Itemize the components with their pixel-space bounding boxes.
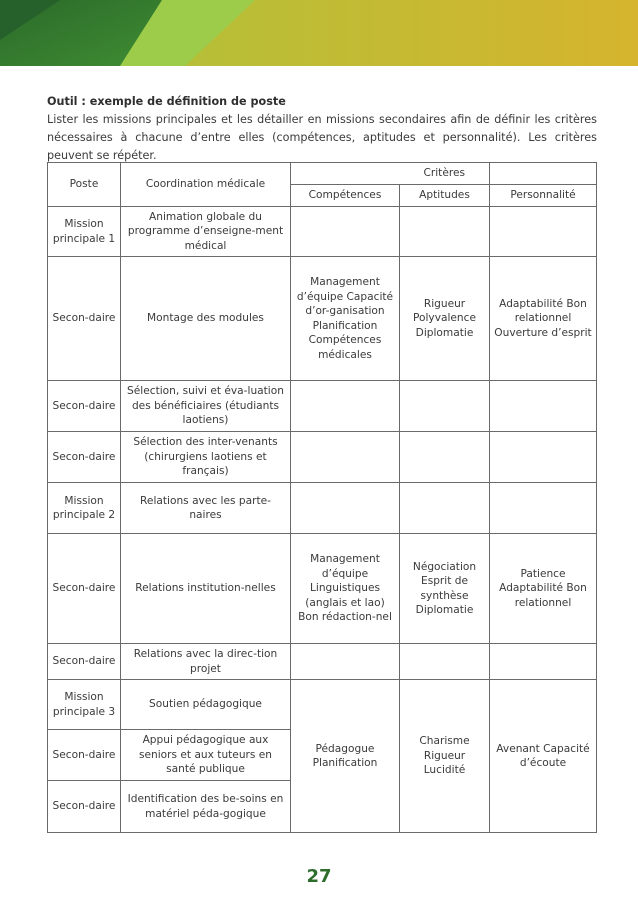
poste-cell: Secon-daire (48, 644, 121, 680)
aptitudes-cell (400, 432, 490, 483)
mission-cell: Relations avec la direc-tion projet (121, 644, 291, 680)
competences-cell: Management d’équipe Capacité d’or-ganisation Planification Compétences médicales (291, 257, 400, 381)
tool-title: Outil : exemple de définition de poste (47, 95, 286, 108)
table-row (48, 483, 597, 534)
header-blank-2 (490, 163, 597, 185)
personnalite-cell (490, 483, 597, 534)
aptitudes-cell: Charisme Rigueur Lucidité (400, 680, 490, 833)
job-definition-table (47, 162, 597, 833)
mission-cell: Sélection des inter-venants (chirurgiens laotiens et français) (121, 432, 291, 483)
poste-cell: Secon-daire (48, 534, 121, 644)
mission-cell: Relations avec les parte-naires (121, 483, 291, 534)
header-row (48, 163, 597, 185)
personnalite-cell (490, 381, 597, 432)
header-coordination: Coordination médicale (121, 163, 291, 207)
competences-cell (291, 207, 400, 257)
header-personnalite: Personnalité (490, 185, 597, 207)
header-aptitudes: Aptitudes (400, 185, 490, 207)
personnalite-cell (490, 207, 597, 257)
mission-cell: Sélection, suivi et éva-luation des bénéficiaires (étudiants laotiens) (121, 381, 291, 432)
poste-cell: Mission principale 3 (48, 680, 121, 730)
poste-cell: Mission principale 1 (48, 207, 121, 257)
header-poste: Poste (48, 163, 121, 207)
personnalite-cell (490, 432, 597, 483)
table-row (48, 680, 597, 730)
aptitudes-cell: Rigueur Polyvalence Diplomatie (400, 257, 490, 381)
intro-text: Lister les missions principales et les détailler en missions secondaires afin de définir les critères nécessaires à chacune d’entre elles (compétences, aptitudes et personnalité). Les critères peuvent se répéter. (47, 113, 597, 162)
personnalite-cell (490, 644, 597, 680)
competences-cell (291, 381, 400, 432)
header-criteres: Critères (400, 163, 490, 185)
mission-cell: Soutien pédagogique (121, 680, 291, 730)
competences-cell (291, 644, 400, 680)
table-row (48, 534, 597, 644)
aptitudes-cell (400, 644, 490, 680)
aptitudes-cell (400, 483, 490, 534)
poste-cell: Secon-daire (48, 381, 121, 432)
header-competences: Compétences (291, 185, 400, 207)
table-row (48, 432, 597, 483)
mission-cell: Identification des be-soins en matériel péda-gogique (121, 781, 291, 833)
header-banner (0, 0, 638, 66)
mission-cell: Montage des modules (121, 257, 291, 381)
intro-block (47, 93, 597, 165)
table-row (48, 207, 597, 257)
poste-cell: Mission principale 2 (48, 483, 121, 534)
competences-cell: Pédagogue Planification (291, 680, 400, 833)
table-row (48, 644, 597, 680)
aptitudes-cell (400, 381, 490, 432)
poste-cell: Secon-daire (48, 781, 121, 833)
table-row (48, 381, 597, 432)
poste-cell: Secon-daire (48, 432, 121, 483)
competences-cell: Management d’équipe Linguistiques (anglais et lao) Bon rédaction-nel (291, 534, 400, 644)
table-row (48, 257, 597, 381)
mission-cell: Appui pédagogique aux seniors et aux tuteurs en santé publique (121, 730, 291, 781)
page-number: 27 (306, 866, 332, 887)
personnalite-cell: Avenant Capacité d’écoute (490, 680, 597, 833)
competences-cell (291, 432, 400, 483)
aptitudes-cell: Négociation Esprit de synthèse Diplomatie (400, 534, 490, 644)
personnalite-cell: Adaptabilité Bon relationnel Ouverture d’esprit (490, 257, 597, 381)
personnalite-cell: Patience Adaptabilité Bon relationnel (490, 534, 597, 644)
mission-cell: Animation globale du programme d’enseigne-ment médical (121, 207, 291, 257)
mission-cell: Relations institution-nelles (121, 534, 291, 644)
poste-cell: Secon-daire (48, 730, 121, 781)
competences-cell (291, 483, 400, 534)
poste-cell: Secon-daire (48, 257, 121, 381)
aptitudes-cell (400, 207, 490, 257)
header-blank (291, 163, 400, 185)
